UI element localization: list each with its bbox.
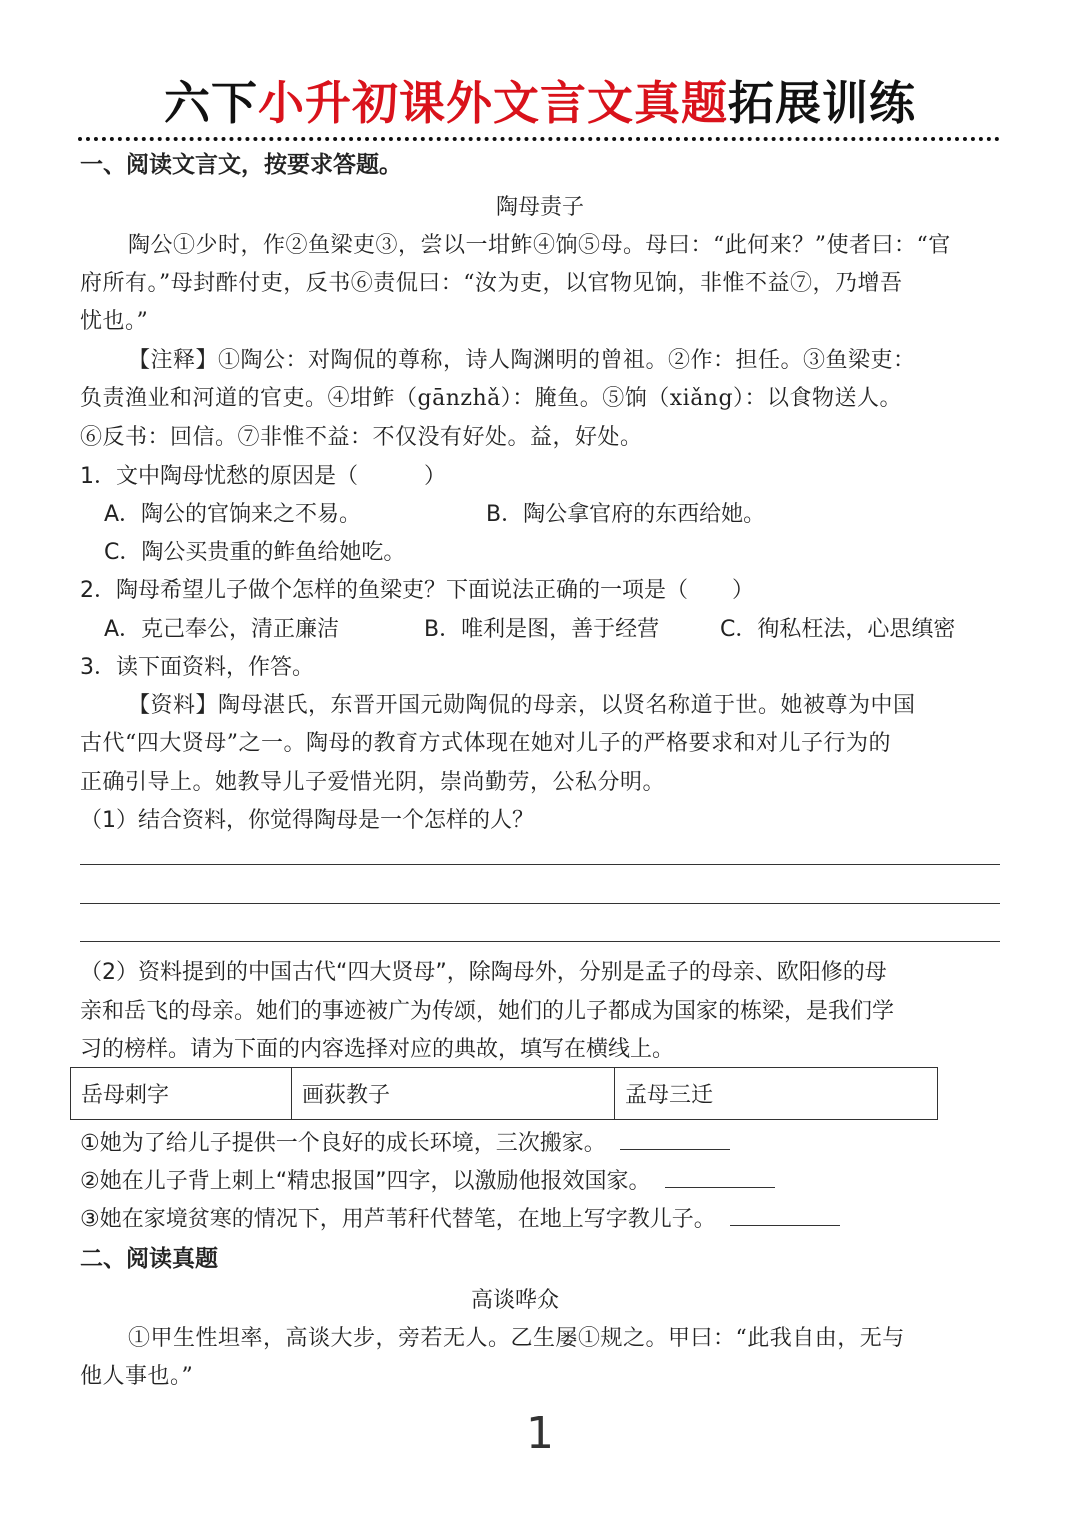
question-3-sub2-line: 亲和岳飞的母亲。她们的事迹被广为传颂，她们的儿子都成为国家的栋梁，是我们学 bbox=[80, 999, 895, 1024]
fill-item-text: ③她在家境贫寒的情况下，用芦苇秆代替笔，在地上写字教儿子。 bbox=[80, 1207, 716, 1232]
answer-line[interactable] bbox=[80, 903, 1000, 904]
passage-line: 陶公①少时，作②鱼梁吏③，尝以一坩鲊④饷⑤母。母曰：“此何来？”使者曰：“官 bbox=[128, 233, 951, 258]
passage-line: 忧也。” bbox=[80, 309, 149, 334]
section2-passage-line: ①甲生性坦率，高谈大步，旁若无人。乙生屡①规之。甲曰：“此我自由，无与 bbox=[128, 1326, 905, 1351]
question-2-option-b: B．唯利是图，善于经营 bbox=[424, 617, 660, 642]
allusion-option: 岳母刺字 bbox=[71, 1068, 292, 1120]
allusion-option: 画荻教子 bbox=[292, 1068, 615, 1120]
section2-text-title: 高谈哗众 bbox=[470, 1288, 559, 1313]
material-line: 古代“四大贤母”之一。陶母的教育方式体现在她对儿子的严格要求和对儿子行为的 bbox=[80, 731, 891, 756]
fill-blank[interactable] bbox=[730, 1203, 840, 1226]
allusion-options-table bbox=[70, 1067, 938, 1120]
answer-line[interactable] bbox=[80, 864, 1000, 865]
material-line: 【资料】陶母湛氏，东晋开国元勋陶侃的母亲，以贤名称道于世。她被尊为中国 bbox=[128, 693, 916, 718]
title-highlight: 小升初课外文言文真题 bbox=[258, 76, 728, 130]
question-1-option-b: B．陶公拿官府的东西给她。 bbox=[486, 502, 766, 527]
answer-line[interactable] bbox=[80, 941, 1000, 942]
section1-text-title: 陶母责子 bbox=[495, 195, 584, 220]
note-line: 【注释】①陶公：对陶侃的尊称，诗人陶渊明的曾祖。②作：担任。③鱼梁吏： bbox=[128, 348, 916, 373]
page-number: 1 bbox=[526, 1408, 554, 1459]
question-3-sub2-line: 习的榜样。请为下面的内容选择对应的典故，填写在横线上。 bbox=[80, 1037, 675, 1062]
question-2-option-a: A．克己奉公，清正廉洁 bbox=[104, 617, 340, 642]
title-suffix: 拓展训练 bbox=[728, 76, 916, 130]
fill-item-3 bbox=[80, 1202, 840, 1233]
question-3-stem: 3．读下面资料，作答。 bbox=[80, 655, 314, 680]
fill-item-1 bbox=[80, 1126, 730, 1157]
section1-heading: 一、阅读文言文，按要求答题。 bbox=[80, 152, 402, 178]
passage-line: 府所有。”母封酢付吏，反书⑥责侃曰：“汝为吏，以官物见饷，非惟不益⑦，乃增吾 bbox=[80, 271, 903, 296]
material-line: 正确引导上。她教导儿子爱惜光阴，崇尚勤劳，公私分明。 bbox=[80, 770, 666, 795]
section2-passage-line: 他人事也。” bbox=[80, 1364, 194, 1389]
allusion-option: 孟母三迁 bbox=[615, 1068, 938, 1120]
fill-item-2 bbox=[80, 1164, 775, 1195]
fill-item-text: ②她在儿子背上刺上“精忠报国”四字，以激励他报效国家。 bbox=[80, 1169, 651, 1194]
page-title bbox=[0, 68, 1080, 138]
question-2-stem: 2．陶母希望儿子做个怎样的鱼梁吏？下面说法正确的一项是（ ） bbox=[80, 578, 754, 603]
question-3-sub2-line: （2）资料提到的中国古代“四大贤母”，除陶母外，分别是孟子的母亲、欧阳修的母 bbox=[80, 960, 887, 985]
dotted-divider bbox=[78, 137, 1000, 141]
section2-heading: 二、阅读真题 bbox=[80, 1246, 218, 1272]
question-1-option-a: A．陶公的官饷来之不易。 bbox=[104, 502, 362, 527]
fill-blank[interactable] bbox=[665, 1165, 775, 1188]
fill-item-text: ①她为了给儿子提供一个良好的成长环境，三次搬家。 bbox=[80, 1131, 606, 1156]
note-line: 负责渔业和河道的官吏。④坩鲊（gānzhǎ）：腌鱼。⑤饷（xiǎng）：以食物送人。 bbox=[80, 386, 903, 411]
note-line: ⑥反书：回信。⑦非惟不益：不仅没有好处。益，好处。 bbox=[80, 425, 643, 450]
question-1-stem: 1．文中陶母忧愁的原因是（ ） bbox=[80, 464, 446, 489]
question-2-option-c: C．徇私枉法，心思缜密 bbox=[720, 617, 956, 642]
title-prefix: 六下 bbox=[164, 76, 258, 130]
fill-blank[interactable] bbox=[620, 1127, 730, 1150]
question-1-option-c: C．陶公买贵重的鲊鱼给她吃。 bbox=[104, 540, 406, 565]
question-3-sub1: （1）结合资料，你觉得陶母是一个怎样的人？ bbox=[80, 808, 534, 833]
